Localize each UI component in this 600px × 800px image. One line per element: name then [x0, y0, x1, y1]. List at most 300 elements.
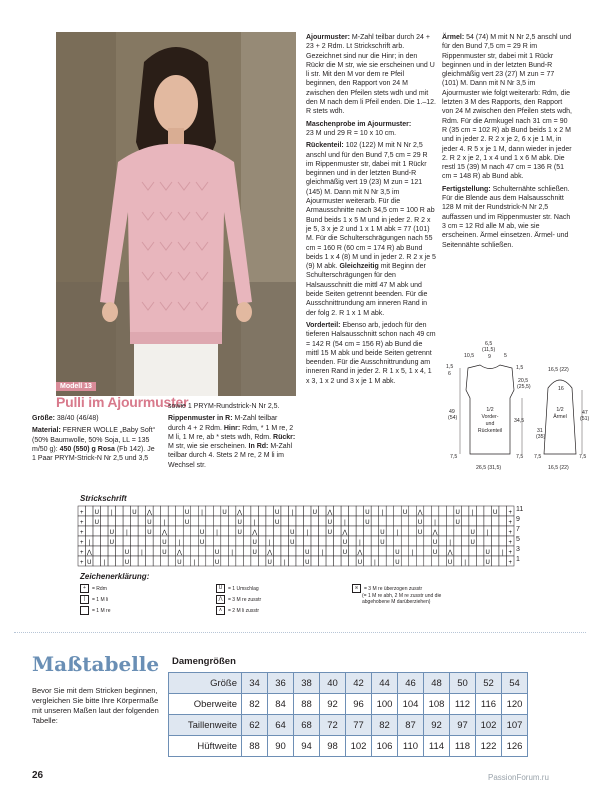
chart-cell	[401, 516, 409, 526]
chart-symbol: U	[485, 559, 490, 566]
chart-cell	[176, 516, 184, 526]
chart-cell	[461, 536, 469, 546]
legend-note-1: (= 1 M re abh, 2 M re zusstr und die	[362, 593, 442, 599]
m-15: 1,5	[446, 364, 454, 370]
legend-col-3	[352, 584, 492, 605]
size-table-note: Bevor Sie mit dem Stricken beginnen, vergleichen Sie bitte Ihre Körpermaße mit unseren Maßen laut der folgenden Tabelle:	[32, 686, 159, 725]
chart-cell	[386, 506, 394, 516]
body-label-1: 1/2	[486, 407, 494, 413]
chart-symbol: U	[365, 519, 370, 526]
chart-cell	[108, 556, 116, 566]
chart-cell	[349, 556, 357, 566]
chart-symbol: U	[214, 559, 220, 566]
chart-symbol: U	[327, 519, 332, 526]
chart-symbol: U	[199, 539, 205, 546]
chart-cell	[319, 506, 327, 516]
chart-symbol: |	[501, 549, 504, 556]
watermark: PassionForum.ru	[488, 773, 549, 782]
chart-cell	[319, 516, 327, 526]
chart-symbol: U	[380, 539, 385, 546]
chart-symbol: |	[464, 559, 466, 566]
row-number: 1	[516, 556, 520, 563]
chart-cell	[146, 546, 154, 556]
chart-cell	[326, 556, 334, 566]
chart-cell	[183, 556, 191, 566]
chart-cell	[386, 526, 394, 536]
chart-cell	[93, 546, 101, 556]
chart-cell	[319, 556, 327, 566]
chart-cell	[266, 506, 274, 516]
chart-cell	[379, 516, 387, 526]
chart-cell	[116, 536, 124, 546]
chart-cell	[416, 556, 424, 566]
m-75b: 7,5	[516, 454, 524, 460]
chart-symbol: |	[126, 529, 128, 536]
chart-cell	[491, 536, 499, 546]
chart-symbol: U	[184, 519, 190, 526]
chart-cell	[371, 546, 379, 556]
chart-cell	[153, 556, 161, 566]
chart-cell	[198, 516, 206, 526]
chart-cell	[349, 536, 357, 546]
chart-cell	[146, 536, 154, 546]
chart-cell	[183, 526, 191, 536]
row-number: 5	[516, 536, 520, 543]
chart-symbol: +	[508, 529, 512, 536]
chart-cell	[243, 526, 251, 536]
chart-cell	[476, 556, 484, 566]
chart-cell	[499, 526, 507, 536]
body-label-3: und	[485, 421, 495, 427]
chart-cell	[296, 506, 304, 516]
chart-cell	[281, 546, 289, 556]
chart-symbol: U	[267, 559, 272, 566]
row-number: 7	[516, 526, 520, 533]
chart-cell	[161, 556, 169, 566]
column-2: Ajourmuster: M-Zahl teilbar durch 24 + 23 + 2 Rdm. Lt Strickschrift arb. Gezeichnet sind nur die Hinr; in den Rückr die M str, wie sie erscheinen und U li str. Mit den M vor dem re Pfeil beginnen, den Rapport von 24 M zwischen den Pfeilen stets wdh und mit den M nach dem li Pfeil enden. Die 1.–12. R stets wdh. Maschenprobe im Ajourmuster: 23 M und 29 R = 10 x 10 cm. Rückenteil: 102 (122) M mit N Nr 2,5 anschl und für den Bund 7,5 cm = 29 R im Rippenmuster str, dabei mit 1 Rückr beginnen und in der letzten Bund-R gleichmäßig vert 19 (23) M zun = 121 (145) M. Dann mit N Nr 3,5 im Ajourmuster weiterarb. Für die Armausschnitte nach 34,5 cm = 100 R ab Bund beids 1 x 5 M und in jeder 2. R 2 x je 5, 3 x je 2 und 1 x 1 M abk = 77 (101) M. Für die Schulterschrägungen nach 55 cm = 160 R (60 cm = 174 R) ab Bund beids 1 x 4 (8) M und in jeder 2. R 2 x je 5 (9) M abk. Gleichzeitig mit Beginn der Schulterschrägungen für den Halsausschnitt die mittl 47 M abk und beide Seiten getrennt beenden. Für die Ausschnittrundung am inneren Rand in der folg 2. R 1 x 1 M abk. Vorderteil: Ebenso arb, jedoch für den tieferen Halsausschnitt schon nach 49 cm = 142 R (54 cm = 156 R) ab Bund die mittl 15 M abk und beide Seiten getrennt beenden. Für die Ausschnittrundung am inneren Rand in jeder 2. R 1 x 5, 1 x 4, 1 x 3, 1 x 2 und 3 x je 1 M abk.	[306, 34, 436, 385]
table-row: Oberweite 82 84 88 92 96 100 104 108 112 116 120	[169, 694, 528, 715]
m-54: (54)	[448, 415, 458, 421]
chart-symbol: U	[94, 519, 99, 526]
chart-cell	[138, 536, 146, 546]
purl-icon: |	[80, 595, 89, 604]
chart-cell	[379, 556, 387, 566]
chart-cell	[243, 536, 251, 546]
chart-cell	[123, 516, 131, 526]
chart-cell	[484, 516, 492, 526]
chart-cell	[93, 556, 101, 566]
chart-cell	[379, 546, 387, 556]
chart-cell	[153, 506, 161, 516]
chart-cell	[371, 516, 379, 526]
chart-cell	[431, 556, 439, 566]
chart-cell	[461, 506, 469, 516]
chart-symbol: U	[222, 509, 227, 516]
chart-symbol: |	[449, 539, 451, 546]
chart-symbol: +	[80, 529, 84, 536]
chart-symbol: ⋀	[177, 549, 182, 556]
chart-cell	[401, 556, 409, 566]
chart-cell	[461, 516, 469, 526]
chart-cell	[131, 536, 139, 546]
legend-heading: Zeichenerklärung:	[80, 572, 150, 581]
chart-cell	[243, 516, 251, 526]
legend-note-2: abgehobene M darüberziehen)	[362, 599, 431, 605]
m-265: 26,5 (31,5)	[476, 465, 502, 471]
chart-cell	[221, 536, 229, 546]
chart-cell	[311, 516, 319, 526]
chart-cell	[334, 546, 342, 556]
chart-symbol: |	[253, 519, 256, 526]
chart-cell	[221, 546, 229, 556]
chart-cell	[424, 516, 432, 526]
chart-cell	[288, 556, 296, 566]
legend-item: = 1 M re	[80, 606, 110, 615]
chart-cell	[176, 526, 184, 536]
chart-cell	[476, 546, 484, 556]
chart-symbol: U	[327, 529, 332, 536]
chart-cell	[371, 526, 379, 536]
chart-cell	[386, 516, 394, 526]
chart-symbol: |	[178, 539, 181, 546]
chart-symbol: U	[147, 519, 152, 526]
chart-cell	[304, 516, 312, 526]
chart-symbol: |	[486, 529, 489, 536]
m-16: 16	[558, 386, 564, 392]
table-row: Taillenweite 62 64 68 72 77 82 87 92 97 102 107	[169, 715, 528, 736]
chart-cell	[341, 556, 349, 566]
p2tog-icon: ∧	[216, 606, 225, 615]
chart-cell	[304, 506, 312, 516]
chart-cell	[266, 516, 274, 526]
chart-cell	[243, 546, 251, 556]
legend-item: ⋀ = 3 M re zusstr	[216, 595, 261, 604]
model-tag: Modell 13	[56, 382, 96, 391]
chart-cell	[288, 546, 296, 556]
chart-cell	[499, 556, 507, 566]
m-105: 10,5	[464, 353, 475, 359]
chart-symbol: U	[493, 509, 498, 516]
chart-cell	[138, 506, 146, 516]
chart-cell	[168, 546, 176, 556]
chart-symbol: U	[342, 549, 348, 556]
chart-cell	[251, 556, 259, 566]
chart-cell	[416, 546, 424, 556]
knit-icon	[80, 606, 89, 615]
chart-symbol: +	[508, 519, 512, 526]
chart-cell	[86, 516, 94, 526]
chart-symbol: U	[305, 549, 310, 556]
chart-symbol: ⋀	[342, 529, 348, 536]
chart-cell	[334, 556, 342, 566]
chart-cell	[153, 516, 161, 526]
chart-symbol: |	[344, 519, 346, 526]
chart-row-numbers	[516, 506, 530, 566]
chart-cell	[491, 526, 499, 536]
chart-symbol: |	[411, 549, 414, 556]
chart-symbol: U	[305, 559, 310, 566]
chart-symbol: U	[432, 539, 438, 546]
chart-cell	[273, 526, 281, 536]
chart-cell	[101, 516, 109, 526]
chart-symbol: |	[103, 559, 106, 566]
chart-cell	[191, 546, 199, 556]
page-number: 26	[32, 770, 44, 781]
chart-symbol: U	[109, 529, 114, 536]
chart-symbol: U	[252, 539, 257, 546]
chart-cell	[86, 526, 94, 536]
chart-cell	[281, 526, 289, 536]
chart-cell	[123, 536, 131, 546]
chart-cell	[454, 556, 462, 566]
chart-cell	[221, 516, 229, 526]
table-row: Größe 34 36 38 40 42 44 46 48 50 52 54	[169, 673, 528, 694]
chart-symbol: |	[471, 509, 474, 516]
chart-cell	[101, 536, 109, 546]
chart-cell	[116, 556, 124, 566]
chart-symbol: ⋀	[447, 549, 453, 556]
chart-cell	[469, 546, 477, 556]
chart-cell	[446, 506, 454, 516]
chart-symbol: U	[214, 549, 220, 556]
chart-cell	[409, 556, 417, 566]
chart-cell	[311, 536, 319, 546]
chart-symbol: U	[470, 529, 475, 536]
chart-symbol: U	[94, 509, 99, 516]
chart-cell	[101, 546, 109, 556]
chart-cell	[439, 506, 447, 516]
chart-cell	[319, 526, 327, 536]
chart-cell	[236, 546, 244, 556]
chart-symbol: |	[88, 539, 91, 546]
chart-symbol: |	[434, 519, 436, 526]
m-75c: 7,5	[534, 454, 542, 460]
chart-cell	[198, 556, 206, 566]
chart-cell	[168, 536, 176, 546]
chart-cell	[454, 546, 462, 556]
chart-cell	[326, 536, 334, 546]
chart-cell	[198, 546, 206, 556]
chart-cell	[409, 506, 417, 516]
garment-schematic	[438, 338, 588, 472]
chart-symbol: U	[395, 549, 400, 556]
m-205: 20,5	[518, 378, 529, 384]
chart-cell	[334, 536, 342, 546]
chart-symbol: U	[395, 559, 400, 566]
chart-cell	[461, 526, 469, 536]
chart-symbol: U	[290, 529, 295, 536]
chart-cell	[446, 526, 454, 536]
chart-cell	[221, 556, 229, 566]
yarn-over-icon: U	[216, 584, 225, 593]
chart-cell	[356, 526, 364, 536]
chart-cell	[439, 536, 447, 546]
chart-symbol: |	[201, 509, 203, 516]
sk2p-icon: ⩙	[352, 584, 361, 593]
chart-cell	[499, 536, 507, 546]
chart-symbol: +	[80, 549, 84, 556]
chart-cell	[258, 526, 266, 536]
chart-cell	[409, 536, 417, 546]
chart-symbol: U	[199, 529, 205, 536]
chart-cell	[311, 546, 319, 556]
chart-cell	[326, 546, 334, 556]
legend-item: U = 1 Umschlag	[216, 584, 261, 593]
chart-cell	[491, 546, 499, 556]
chart-symbol: |	[141, 549, 143, 556]
chart-cell	[273, 536, 281, 546]
chart-symbol: U	[290, 539, 295, 546]
chart-cell	[364, 536, 372, 546]
chart-cell	[401, 526, 409, 536]
chart-symbol: +	[80, 519, 84, 526]
chart-cell	[206, 536, 214, 546]
chart-cell	[206, 556, 214, 566]
chart-cell	[131, 526, 139, 536]
chart-cell	[281, 516, 289, 526]
chart-symbol: |	[374, 559, 376, 566]
chart-symbol: U	[380, 529, 385, 536]
knitting-chart	[78, 506, 514, 566]
m-75a: 7,5	[450, 454, 458, 460]
m-255: (25,5)	[517, 384, 531, 390]
chart-cell	[296, 546, 304, 556]
chart-symbol: U	[237, 529, 242, 536]
k3tog-icon: ⋀	[216, 595, 225, 604]
m-31: 31	[537, 428, 543, 434]
chart-cell	[93, 536, 101, 546]
chart-cell	[258, 556, 266, 566]
chart-cell	[258, 516, 266, 526]
m-35: (35)	[536, 434, 546, 440]
chart-cell	[424, 526, 432, 536]
chart-cell	[228, 516, 236, 526]
chart-symbol: |	[231, 549, 233, 556]
chart-cell	[499, 516, 507, 526]
chart-symbol: U	[417, 519, 423, 526]
chart-symbol: U	[252, 549, 257, 556]
chart-symbol: U	[312, 509, 317, 516]
chart-cell	[469, 516, 477, 526]
chart-cell	[424, 546, 432, 556]
legend-item: ∧ = 2 M li zusstr	[216, 606, 261, 615]
chart-symbol: |	[111, 509, 113, 516]
chart-cell	[319, 536, 327, 546]
chart-cell	[416, 536, 424, 546]
chart-symbol: +	[508, 539, 512, 546]
chart-cell	[213, 506, 221, 516]
chart-cell	[206, 506, 214, 516]
chart-cell	[266, 526, 274, 536]
m-6: 6	[448, 371, 451, 377]
chart-symbol: |	[163, 519, 166, 526]
m-9: 9	[488, 354, 491, 360]
m-65: 6,5	[485, 341, 493, 347]
chart-symbol: ⋀	[237, 509, 243, 516]
legend-item: + = Rdm	[80, 584, 110, 593]
chart-cell	[153, 526, 161, 536]
chart-symbol: ⋀	[267, 549, 273, 556]
chart-cell	[334, 516, 342, 526]
chart-cell	[108, 546, 116, 556]
chart-cell	[386, 546, 394, 556]
chart-cell	[499, 506, 507, 516]
chart-cell	[461, 546, 469, 556]
chart-cell	[243, 506, 251, 516]
chart-cell	[236, 556, 244, 566]
chart-cell	[176, 506, 184, 516]
chart-cell	[296, 536, 304, 546]
chart-symbol: U	[162, 539, 167, 546]
chart-symbol: U	[455, 509, 460, 516]
model-photo	[56, 32, 296, 396]
chart-cell	[213, 536, 221, 546]
legend-item: | = 1 M li	[80, 595, 110, 604]
chart-symbol: |	[306, 529, 309, 536]
chart-cell	[228, 506, 236, 516]
chart-cell	[424, 536, 432, 546]
chart-symbol: U	[447, 559, 453, 566]
chart-cell	[288, 516, 296, 526]
chart-cell	[364, 556, 372, 566]
chart-cell	[131, 516, 139, 526]
column-1b: sowie 1 PRYM-Rundstrick-N Nr 2,5. Rippenmuster in R: M-Zahl teilbar durch 4 + 2 Rdm. Hinr: Rdm, * 1 M re, 2 M li, 1 M re, ab * stets wdh, Rdm. Rückr: M str, wie sie erscheinen. In Rd: M-Zahl teilbar durch 4. Stets 2 M re, 2 M li im Wechsel str.	[168, 403, 296, 469]
chart-cell	[138, 556, 146, 566]
chart-cell	[349, 526, 357, 536]
chart-cell	[296, 556, 304, 566]
chart-cell	[281, 506, 289, 516]
chart-cell	[168, 506, 176, 516]
chart-cell	[431, 506, 439, 516]
chart-cell	[424, 556, 432, 566]
chart-symbol: ⋀	[161, 529, 167, 536]
chart-symbol: |	[193, 559, 196, 566]
chart-symbol: U	[124, 549, 130, 556]
chart-cell	[116, 516, 124, 526]
chart-symbol: +	[80, 509, 84, 516]
chart-cell	[131, 556, 139, 566]
row-number: 11	[516, 506, 524, 513]
chart-cell	[484, 506, 492, 516]
chart-cell	[93, 526, 101, 536]
legend-col-2	[216, 584, 261, 615]
chart-cell	[491, 516, 499, 526]
chart-symbol: ⋀	[146, 509, 152, 516]
chart-symbol: |	[381, 509, 384, 516]
chart-cell	[401, 536, 409, 546]
m-5a: 5	[504, 353, 507, 359]
chart-cell	[469, 556, 477, 566]
chart-cell	[206, 546, 214, 556]
chart-cell	[439, 516, 447, 526]
chart-cell	[476, 506, 484, 516]
chart-symbol: ⋀	[327, 509, 333, 516]
chart-cell	[116, 526, 124, 536]
m-165b: 16,5 (22)	[548, 465, 569, 471]
m-47: 47	[582, 410, 588, 416]
legend-item: ⩙ = 3 M re überzogen zusstr	[352, 584, 492, 593]
body-label-2: Vorder-	[481, 414, 499, 420]
chart-cell	[153, 536, 161, 546]
chart-cell	[349, 506, 357, 516]
chart-symbol: +	[508, 509, 512, 516]
chart-cell	[356, 516, 364, 526]
chart-cell	[364, 526, 372, 536]
chart-cell	[228, 556, 236, 566]
chart-cell	[168, 526, 176, 536]
chart-symbol: U	[162, 549, 167, 556]
chart-symbol: U	[87, 559, 92, 566]
